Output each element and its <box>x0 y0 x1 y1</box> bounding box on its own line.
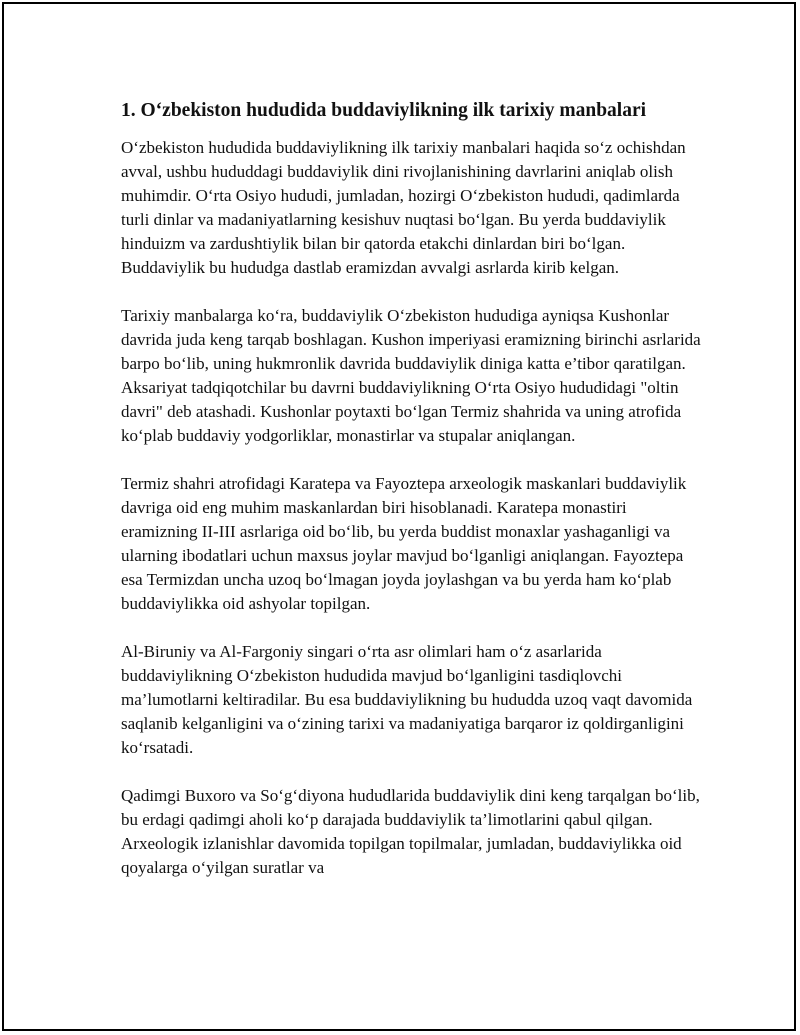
paragraph-3: Termiz shahri atrofidagi Karatepa va Fayoztepa arxeologik maskanlari buddaviylik davriga oid eng muhim maskanlardan biri hisoblanadi. Karatepa monastiri eramizning II-III asrlariga oid boʻlib, bu yerda buddist monaxlar yashaganligi va ularning ibodatlari uchun maxsus joylar mavjud boʻlganligi aniqlangan. Fayoztepa esa Termizdan uncha uzoq boʻlmagan joyda joylashgan va bu yerda ham koʻplab buddaviylikka oid ashyolar topilgan. <box>121 474 687 613</box>
section-heading: 1. Oʻzbekiston hududida buddaviylikning ilk tarixiy manbalari <box>121 100 647 121</box>
paragraph-5: Qadimgi Buxoro va Soʻgʻdiyona hududlarida buddaviylik dini keng tarqalgan boʻlib, bu erdagi qadimgi aholi koʻp darajada buddaviylik ta’limotlarini qabul qilgan. Arxeologik izlanishlar davomida topilgan topilmalar, jumladan, buddaviylikka oid qoyalarga oʻyilgan suratlar va <box>121 786 700 877</box>
document-page <box>2 2 796 1031</box>
paragraph-4: Al-Biruniy va Al-Fargoniy singari oʻrta asr olimlari ham oʻz asarlarida buddaviylikning Oʻzbekiston hududida mavjud boʻlganligini tasdiqlovchi ma’lumotlarni keltiradilar. Bu esa buddaviylikning bu hududda uzoq vaqt davomida saqlanib kelganligini va oʻzining tarixi va madaniyatiga barqaror iz qoldirganligini koʻrsatadi. <box>121 642 693 757</box>
paragraph-2: Tarixiy manbalarga koʻra, buddaviylik Oʻzbekiston hududiga ayniqsa Kushonlar davrida juda keng tarqab boshlagan. Kushon imperiyasi eramizning birinchi asrlarida barpo boʻlib, uning hukmronlik davrida buddaviylik diniga katta e’tibor qaratilgan. Aksariyat tadqiqotchilar bu davrni buddaviylikning Oʻrta Osiyo hududidagi "oltin davri" deb atashadi. Kushonlar poytaxti boʻlgan Termiz shahrida va uning atrofida koʻplab buddaviy yodgorliklar, monastirlar va stupalar aniqlangan. <box>121 306 701 445</box>
paragraph-1: Oʻzbekiston hududida buddaviylikning ilk tarixiy manbalari haqida soʻz ochishdan avval, ushbu hududdagi buddaviylik dini rivojlanishining davrlarini aniqlab olish muhimdir. Oʻrta Osiyo hududi, jumladan, hozirgi Oʻzbekiston hududi, qadimlarda turli dinlar va madaniyatlarning kesishuv nuqtasi boʻlgan. Bu yerda buddaviylik hinduizm va zardushtiylik bilan bir qatorda etakchi dinlardan biri boʻlgan. Buddaviylik bu hududga dastlab eramizdan avvalgi asrlarda kirib kelgan. <box>121 138 686 277</box>
document-body <box>121 98 701 904</box>
